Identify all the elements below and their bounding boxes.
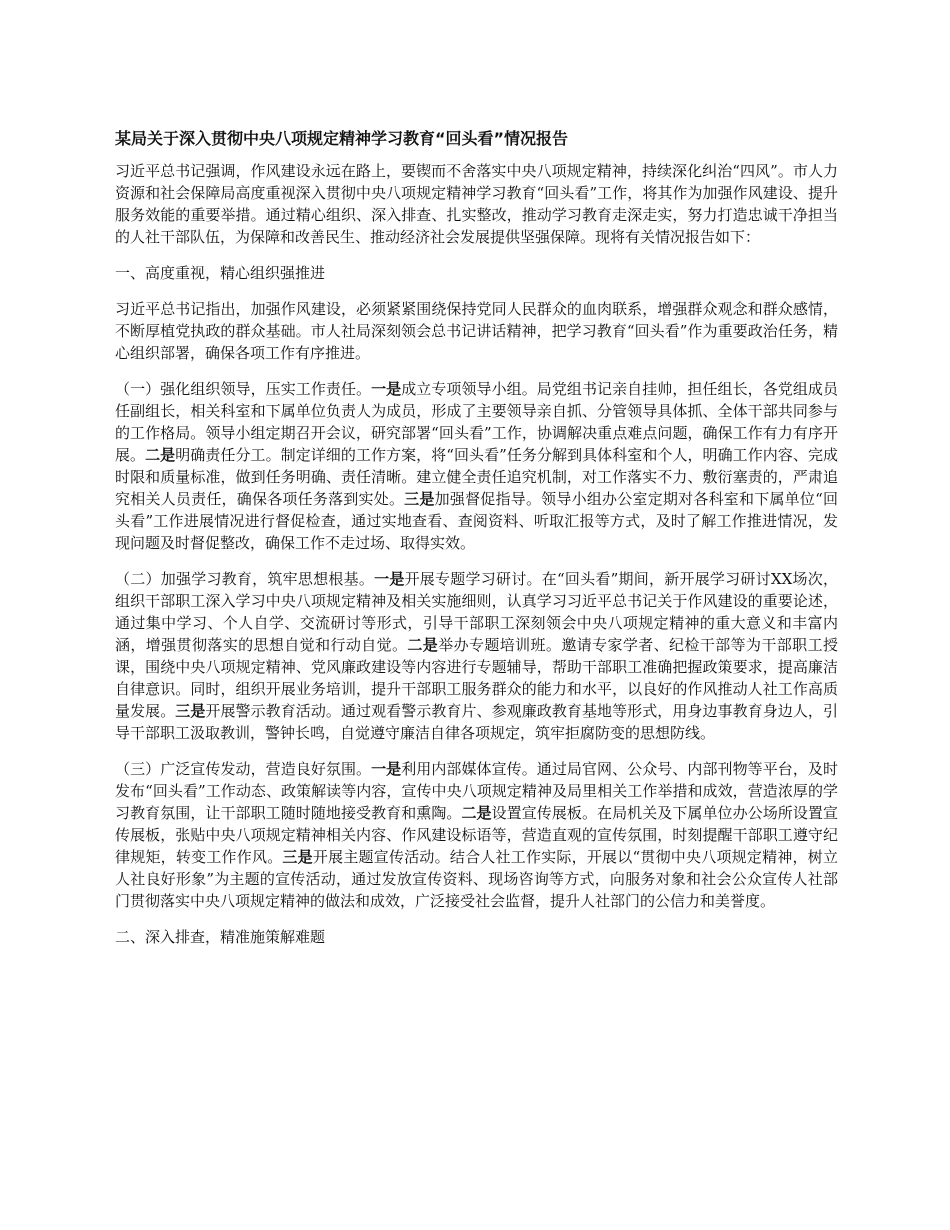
item-lead: （一）强化组织领导，压实工作责任。: [115, 380, 372, 398]
section-1-heading: 一、高度重视，精心组织强推进: [115, 264, 326, 282]
keyword-first: 一是: [371, 380, 402, 398]
section-1-item-3: [115, 758, 838, 912]
keyword-third: 三是: [404, 490, 435, 508]
item-lead: （二）加强学习教育，筑牢思想根基。: [115, 570, 375, 588]
item-text: 开展警示教育活动。通过观看警示教育片、参观廉政教育基地等形式，用身边事教育身边人，引导干部职工汲取教训，警钟长鸣，自觉遵守廉洁自律各项规定，筑牢拒腐防变的思想防线。: [115, 702, 838, 742]
section-1-intro: 习近平总书记指出，加强作风建设，必须紧紧围绕保持党同人民群众的血肉联系，增强群众观念和群众感情，不断厚植党执政的群众基础。市人社局深刻领会总书记讲话精神，把学习教育“回头看”作为重要政治任务，精心组织部署，确保各项工作有序推进。: [115, 300, 838, 362]
item-lead: （三）广泛宣传发动，营造良好氛围。: [115, 760, 372, 778]
document-title: 某局关于深入贯彻中央八项规定精神学习教育“回头看”情况报告: [115, 129, 569, 148]
item-text: 利用内部媒体宣传。通过局官网、公众号、内部刊物等平台，及时发布“回头看”工作动态、政策解读等内容，宣传中央八项规定精神及局里相关工作举措和成效，营造浓厚的学习教育氛围，让干部职工随时随地接受教育和熏陶。: [115, 760, 838, 822]
item-text: 举办专题培训班。邀请专家学者、纪检干部等为干部职工授课，围绕中央八项规定精神、党风廉政建设等内容进行专题辅导，帮助干部职工准确把握政策要求，提高廉洁自律意识。同时，组织开展业务培训，提升干部职工服务群众的能力和水平，以良好的作风推动人社工作高质量发展。: [115, 636, 838, 720]
keyword-third: 三是: [282, 848, 313, 866]
item-text: 成立专项领导小组。局党组书记亲自挂帅，担任组长，各党组成员任副组长，相关科室和下属单位负责人为成员，形成了主要领导亲自抓、分管领导具体抓、全体干部共同参与的工作格局。领导小组定期召开会议，研究部署“回头看”工作，协调解决重点难点问题，确保工作有力有序开展。: [115, 380, 838, 464]
section-2-heading: 二、深入排查，精准施策解难题: [115, 928, 326, 946]
item-text: 开展主题宣传活动。结合人社工作实际，开展以“贯彻中央八项规定精神，树立人社良好形象”为主题的宣传活动，通过发放宣传资料、现场咨询等方式，向服务对象和社会公众宣传人社部门贯彻落实中央八项规定精神的做法和成效，广泛接受社会监督，提升人社部门的公信力和美誉度。: [115, 848, 838, 910]
item-text: 加强督促指导。领导小组办公室定期对各科室和下属单位“回头看”工作进展情况进行督促检查，通过实地查看、查阅资料、听取汇报等方式，及时了解工作推进情况，发现问题及时督促整改，确保工作不走过场、取得实效。: [115, 490, 838, 552]
keyword-second: 二是: [461, 804, 492, 822]
keyword-third: 三是: [175, 702, 206, 720]
keyword-first: 一是: [374, 570, 405, 588]
item-text: 开展专题学习研讨。在“回头看”期间，新开展学习研讨XX场次，组织干部职工深入学习中央八项规定精神及相关实施细则，认真学习习近平总书记关于作风建设的重要论述，通过集中学习、个人自学、交流研讨等形式，引导干部职工深刻领会中央八项规定精神的重大意义和丰富内涵，增强贯彻落实的思想自觉和行动自觉。: [115, 570, 838, 654]
section-1-item-2: [115, 568, 838, 744]
keyword-first: 一是: [371, 760, 402, 778]
keyword-second: 二是: [145, 446, 176, 464]
keyword-second: 二是: [407, 636, 439, 654]
intro-paragraph: 习近平总书记强调，作风建设永远在路上，要锲而不舍落实中央八项规定精神，持续深化纠治“四风”。市人力资源和社会保障局高度重视深入贯彻中央八项规定精神学习教育“回头看”工作，将其作为加强作风建设、提升服务效能的重要举措。通过精心组织、深入排查、扎实整改，推动学习教育走深走实，努力打造忠诚干净担当的人社干部队伍，为保障和改善民生、推动经济社会发展提供坚强保障。现将有关情况报告如下：: [115, 162, 838, 246]
item-text: 设置宣传展板。在局机关及下属单位办公场所设置宣传展板，张贴中央八项规定精神相关内容、作风建设标语等，营造直观的宣传氛围，时刻提醒干部职工遵守纪律规矩，转变工作作风。: [115, 804, 838, 866]
item-text: 明确责任分工。制定详细的工作方案，将“回头看”任务分解到具体科室和个人，明确工作内容、完成时限和质量标准，做到任务明确、责任清晰。建立健全责任追究机制，对工作落实不力、敷衍塞责的，严肃追究相关人员责任，确保各项任务落到实处。: [115, 446, 838, 508]
section-1-item-1: [115, 378, 838, 554]
